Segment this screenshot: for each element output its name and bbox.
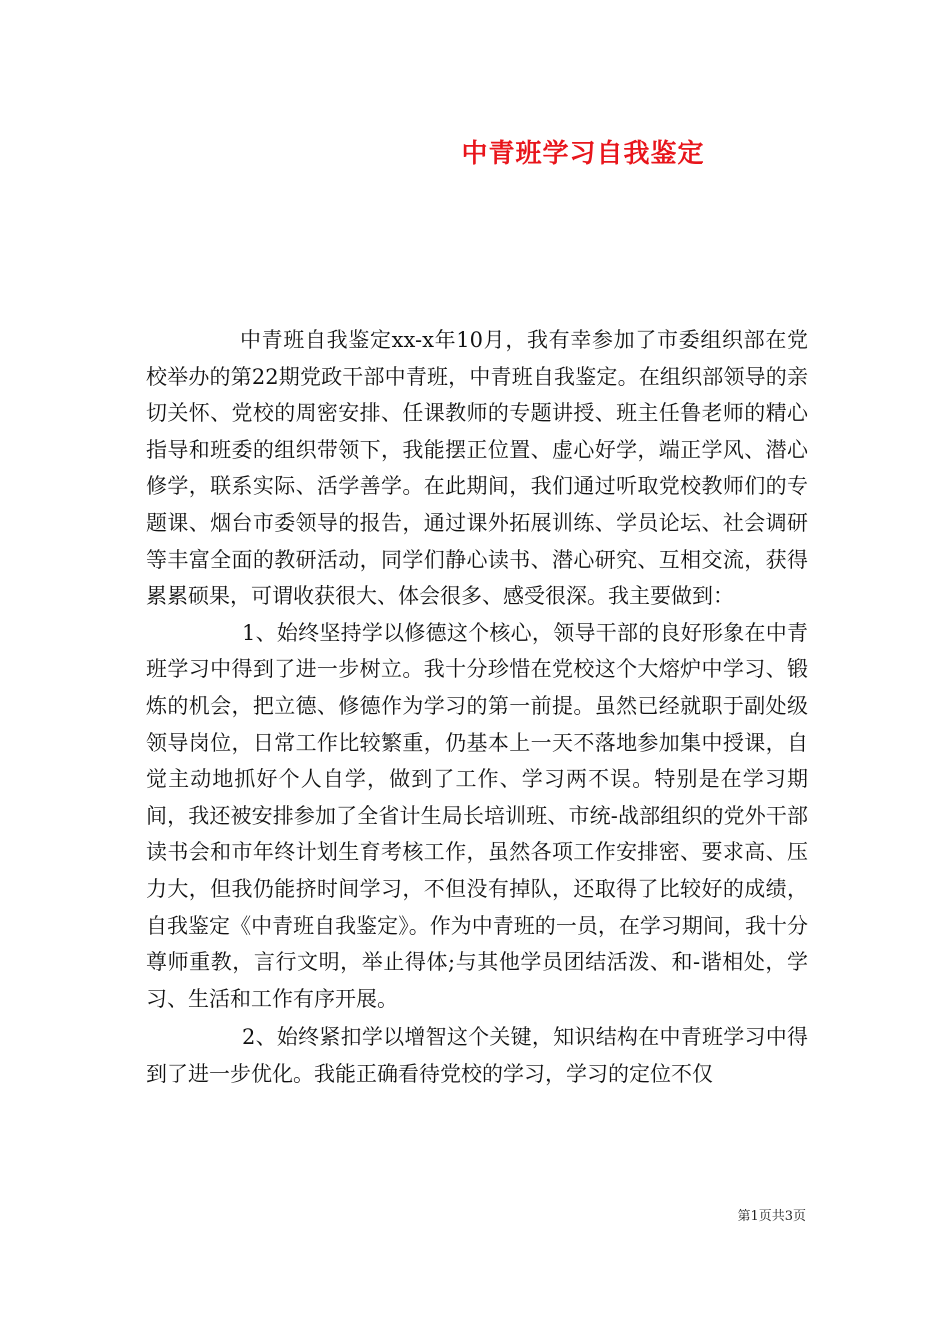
paragraph-point-2: 2、始终紧扣学以增智这个关键，知识结构在中青班学习中得到了进一步优化。我能正确看待党校的学习，学习的定位不仅 (146, 1025, 808, 1086)
page-number-footer: 第1页共3页 (737, 1209, 806, 1224)
document-title: 中青班学习自我鉴定 (461, 139, 705, 169)
paragraph-point-1: 1、始终坚持学以修德这个核心，领导干部的良好形象在中青班学习中得到了进一步树立。我十分珍惜在党校这个大熔炉中学习、锻炼的机会，把立德、修德作为学习的第一前提。虽然已经就职于副处级领导岗位，日常工作比较繁重，仍基本上一天不落地参加集中授课，自觉主动地抓好个人自学，做到了工作、学习两不误。特别是在学习期间，我还被安排参加了全省计生局长培训班、市统-战部组织的党外干部读书会和市年终计划生育考核工作，虽然各项工作安排密、要求高、压力大，但我仍能挤时间学习，不但没有掉队，还取得了比较好的成绩，自我鉴定《中青班自我鉴定》。作为中青班的一员，在学习期间，我十分尊师重教，言行文明，举止得体;与其他学员团结活泼、和-谐相处，学习、生活和工作有序开展。 (146, 620, 808, 1011)
paragraph-intro: 中青班自我鉴定xx-x年10月，我有幸参加了市委组织部在党校举办的第22期党政干部中青班，中青班自我鉴定。在组织部领导的亲切关怀、党校的周密安排、任课教师的专题讲授、班主任鲁老师的精心指导和班委的组织带领下，我能摆正位置、虚心好学，端正学风、潜心修学，联系实际、活学善学。在此期间，我们通过听取党校教师们的专题课、烟台市委领导的报告，通过课外拓展训练、学员论坛、社会调研等丰富全面的教研活动，同学们静心读书、潜心研究、互相交流，获得累累硕果，可谓收获很大、体会很多、感受很深。我主要做到： (146, 328, 808, 609)
document-body (146, 322, 808, 1092)
